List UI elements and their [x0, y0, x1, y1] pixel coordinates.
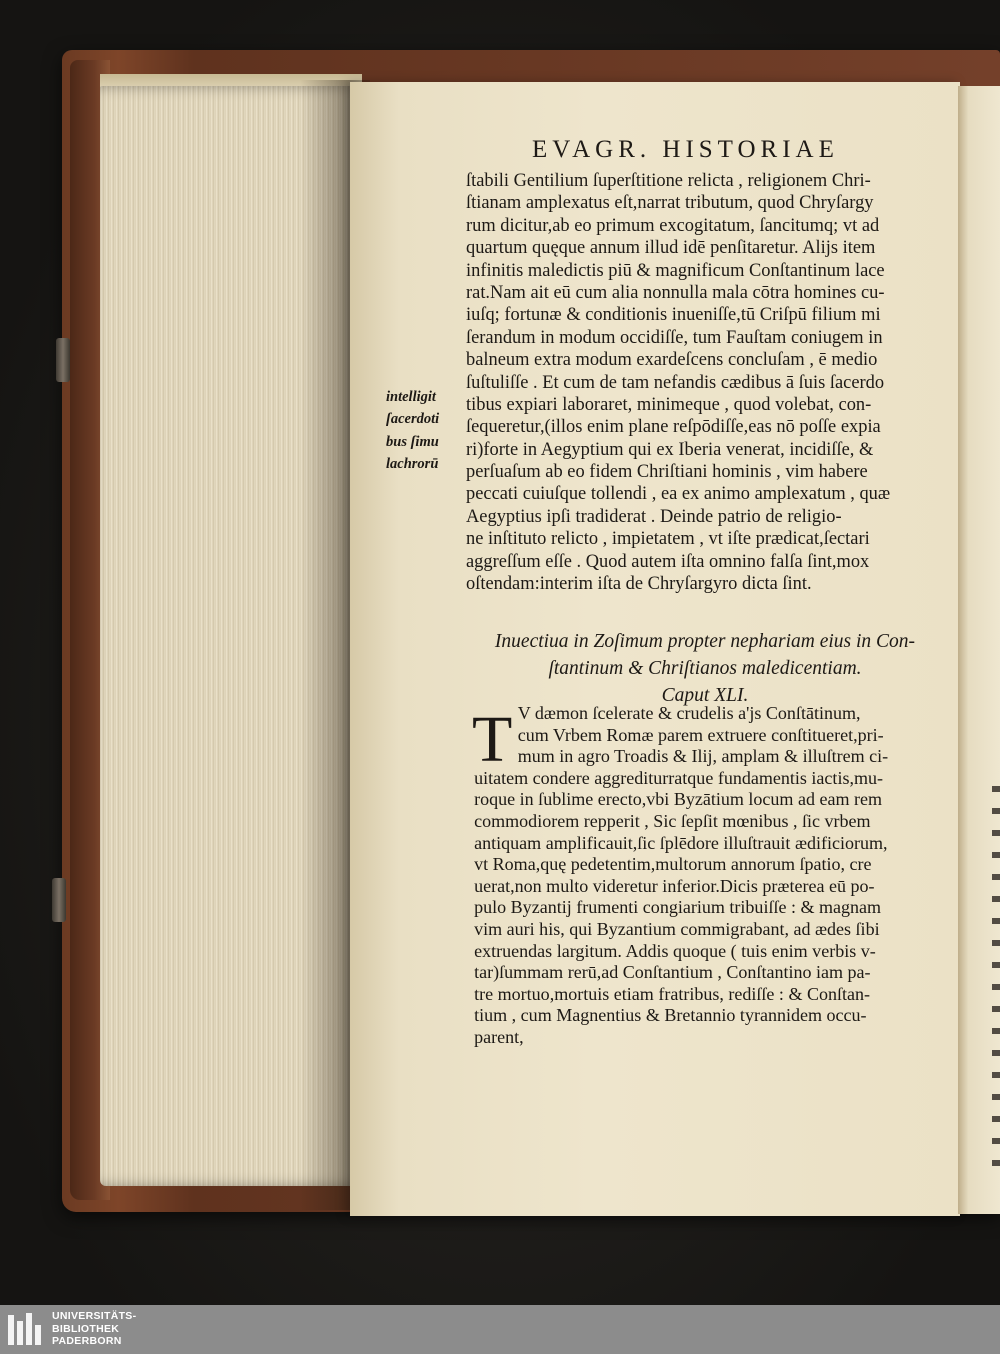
- chapter-heading-line: Inuectiua in Zoſimum propter nephariam eius in Con-: [494, 631, 916, 652]
- text-line: roque in ſublime erecto,vbi Byzātium locum ad eam rem: [474, 789, 883, 810]
- text-line: ſtabili Gentilium ſuperſtitione relicta , religionem Chri-: [466, 170, 871, 191]
- marginal-note: [386, 386, 466, 476]
- logo-line: PADERBORN: [52, 1335, 122, 1347]
- text-line: iuſq; fortunæ & conditionis inueniſſe,tū Criſpū filium mi: [466, 304, 881, 326]
- text-line: aggreſſum eſſe . Quod autem iſta omnino falſa ſint,mox: [466, 550, 870, 572]
- text-line: extruendas largitum. Addis quoque ( tuis enim verbis v-: [474, 940, 876, 961]
- running-head: EVAGR. HISTORIAE: [532, 136, 839, 163]
- text-line: antiquam amplificauit,ſic ſplēdore illuſtrauit ædificiorum,: [474, 832, 888, 853]
- text-line: V dæmon ſcelerate & crudelis a'js Conſtātinum,: [517, 703, 861, 723]
- text-line: commodiorem repperit , Sic ſepſit mœnibus , ſic vrbem: [474, 810, 871, 831]
- marginal-note-line: intelligit: [386, 389, 436, 405]
- chapter-number: Caput XLI.: [661, 685, 749, 706]
- text-line: ſerandum in modum occidiſſe, tum Fauſtam coniugem in: [466, 326, 883, 348]
- text-line: ri)forte in Aegyptium qui ex Iberia venerat, incidiſſe, &: [466, 438, 874, 460]
- text-line: vt Roma,quę pedetentim,multorum annorum ſpatio, cre: [474, 854, 872, 875]
- marginal-note-line: bus ſimu: [386, 433, 439, 450]
- text-line: tar)ſummam rerū,ad Conſtantium , Conſtantino iam pa-: [474, 962, 871, 983]
- text-line: ſtianam amplexatus eſt,narrat tributum, quod Chryſargy: [466, 192, 874, 214]
- text-line: cum Vrbem Romæ parem extruere conſtitueret,pri-: [517, 724, 884, 745]
- chapter-heading: [470, 628, 940, 709]
- text-line: mum in agro Troadis & Ilij, amplam & illuſtrem ci-: [517, 746, 889, 767]
- text-line: tre mortuo,mortuis etiam fratribus, rediſſe : & Conſtan-: [474, 983, 871, 1004]
- facing-page-text-bleed: [992, 786, 1000, 1166]
- text-line: tium , cum Magnentius & Bretannio tyrannidem occu-: [474, 1005, 867, 1026]
- text-line: peccati cuiuſque tollendi , ea ex animo amplexatum , quæ: [466, 483, 891, 505]
- lower-clasp: [52, 878, 66, 922]
- text-line: ſuſtuliſſe . Et cum de tam nefandis cædibus ā ſuis ſacerdo: [466, 371, 885, 393]
- marginal-note-line: ſacerdoti: [386, 411, 440, 428]
- upper-clasp: [56, 338, 70, 382]
- text-line: quartum quęque annum illud idē penſitaretur. Alijs item: [466, 237, 876, 259]
- text-line: tibus expiari laboraret, minimeque , quod volebat, con-: [466, 393, 872, 415]
- text-line: rum dicitur,ab eo primum excogitatum, ſancitumq; vt ad: [466, 214, 880, 236]
- text-line: ſequeretur,(illos enim plane reſpōdiſſe,eas nō poſſe expia: [466, 416, 881, 438]
- chapter-text: [472, 703, 942, 1049]
- logo-line: BIBLIOTHEK: [52, 1322, 120, 1335]
- text-line: oſtendam:interim iſta de Chryſargyro dicta ſint.: [466, 573, 812, 595]
- library-logo-icon: [6, 1311, 46, 1349]
- text-line: rat.Nam ait eū cum alia nonnulla mala cōtra homines cu-: [466, 281, 885, 303]
- body-text: [466, 170, 936, 595]
- text-line: perſuaſum ab eo fidem Chriſtiani hominis , vim habere: [466, 461, 868, 483]
- chapter-heading-line: ſtantinum & Chriſtianos maledicentiam.: [548, 658, 862, 679]
- text-line: uerat,non multo videretur inferior.Dicis præterea eū po-: [474, 875, 875, 896]
- library-footer: [0, 1305, 1000, 1354]
- drop-cap: T: [472, 703, 513, 776]
- text-line: parent,: [474, 1026, 524, 1047]
- facing-page-edge: [958, 86, 1000, 1214]
- text-line: pulo Byzantij frumenti congiarium tribuiſſe : & magnam: [474, 897, 882, 918]
- logo-line: UNIVERSITÄTS-: [52, 1310, 137, 1322]
- text-line: infinitis maledictis piū & magnificum Conſtantinum lace: [466, 259, 885, 281]
- text-line: ne inſtituto relicto , impietatem , vt iſte prædicat,ſectari: [466, 528, 870, 550]
- text-line: Aegyptius ipſi tradiderat . Deinde patrio de religio-: [466, 505, 842, 527]
- library-logo-text: [52, 1310, 192, 1348]
- text-line: uitatem condere aggrediturratque fundamentis iactis,mu-: [474, 767, 884, 788]
- text-line: balneum extra modum exardeſcens concluſam , ē medio: [466, 349, 878, 371]
- marginal-note-line: lachrorū: [386, 456, 439, 473]
- text-line: vim auri his, qui Byzantium commigrabant, ad ædes ſibi: [474, 918, 880, 939]
